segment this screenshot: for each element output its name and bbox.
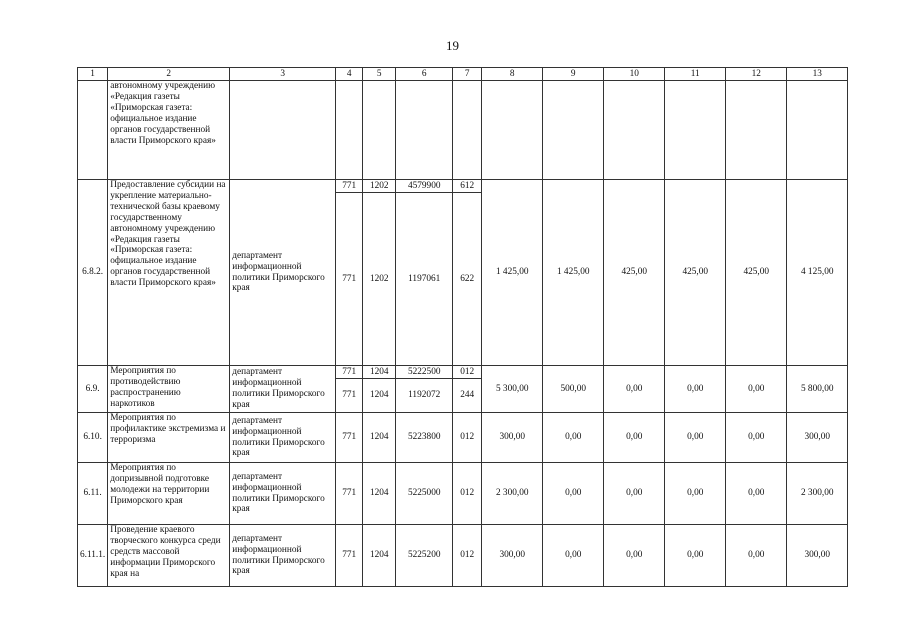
cell-col5: 1204 (363, 525, 396, 587)
cell-col9: 0,00 (543, 525, 604, 587)
table-row (78, 366, 848, 379)
row-number: 6.8.2. (78, 180, 108, 366)
row-organization: департамент информационной политики Приморского края (230, 463, 336, 525)
cell-col11: 0,00 (665, 413, 726, 463)
cell-col13: 5 800,00 (787, 366, 848, 413)
table-row (78, 525, 848, 587)
header-cell: 1 (78, 68, 108, 81)
cell-col9: 0,00 (543, 463, 604, 525)
cell-col10: 0,00 (604, 413, 665, 463)
cell-empty (665, 81, 726, 180)
cell-col13: 300,00 (787, 525, 848, 587)
cell-col9: 500,00 (543, 366, 604, 413)
cell-col7: 012 (453, 525, 482, 587)
row-description: Предоставление субсидии на укрепление материально-технической базы краевому государственному автономному учреждению «Редакция газеты «Приморская газета: официальное издание органов государственной власти Приморского края» (108, 180, 230, 366)
cell-col7: 622 (453, 193, 482, 366)
row-number: 6.10. (78, 413, 108, 463)
cell-col12: 0,00 (726, 413, 787, 463)
row-description: Проведение краевого творческого конкурса среди средств массовой информации Приморского края на (108, 525, 230, 587)
cell-col6: 5222500 (396, 366, 453, 379)
cell-col5: 1204 (363, 366, 396, 379)
cell-col11: 0,00 (665, 463, 726, 525)
header-cell: 12 (726, 68, 787, 81)
header-cell: 8 (482, 68, 543, 81)
row-description: автономному учреждению «Редакция газеты «Приморская газета: официальное издание органов государственной власти Приморского края» (108, 81, 230, 180)
cell-col12: 0,00 (726, 366, 787, 413)
cell-col12: 0,00 (726, 525, 787, 587)
cell-col13: 4 125,00 (787, 180, 848, 366)
cell-col12: 425,00 (726, 180, 787, 366)
cell-col10: 425,00 (604, 180, 665, 366)
cell-empty (363, 81, 396, 180)
cell-col5: 1202 (363, 193, 396, 366)
cell-col11: 0,00 (665, 525, 726, 587)
budget-table (77, 67, 848, 587)
cell-col8: 5 300,00 (482, 366, 543, 413)
cell-col8: 1 425,00 (482, 180, 543, 366)
cell-col4: 771 (336, 413, 363, 463)
cell-col6: 1192072 (396, 379, 453, 413)
cell-col6: 5225000 (396, 463, 453, 525)
cell-col9: 0,00 (543, 413, 604, 463)
cell-col6: 5223800 (396, 413, 453, 463)
row-organization: департамент информационной политики Приморского края (230, 525, 336, 587)
row-number: 6.9. (78, 366, 108, 413)
cell-col13: 2 300,00 (787, 463, 848, 525)
row-number (78, 81, 108, 180)
cell-col7: 612 (453, 180, 482, 193)
cell-col7: 012 (453, 366, 482, 379)
cell-empty (336, 81, 363, 180)
header-row (78, 68, 848, 81)
cell-col8: 300,00 (482, 413, 543, 463)
cell-empty (543, 81, 604, 180)
row-organization (230, 81, 336, 180)
header-cell: 13 (787, 68, 848, 81)
table-row (78, 180, 848, 193)
header-cell: 4 (336, 68, 363, 81)
cell-col5: 1202 (363, 180, 396, 193)
cell-col10: 0,00 (604, 525, 665, 587)
cell-col13: 300,00 (787, 413, 848, 463)
cell-col9: 1 425,00 (543, 180, 604, 366)
row-organization: департамент информационной политики Приморского края (230, 180, 336, 366)
cell-col10: 0,00 (604, 366, 665, 413)
cell-col11: 0,00 (665, 366, 726, 413)
cell-col4: 771 (336, 379, 363, 413)
cell-empty (396, 81, 453, 180)
header-cell: 6 (396, 68, 453, 81)
header-cell: 10 (604, 68, 665, 81)
page-number: 19 (446, 38, 459, 53)
cell-col7: 012 (453, 463, 482, 525)
cell-col4: 771 (336, 366, 363, 379)
cell-col12: 0,00 (726, 463, 787, 525)
cell-col5: 1204 (363, 463, 396, 525)
cell-col6: 1197061 (396, 193, 453, 366)
cell-col7: 244 (453, 379, 482, 413)
table-row (78, 81, 848, 180)
cell-col10: 0,00 (604, 463, 665, 525)
cell-col4: 771 (336, 525, 363, 587)
table-row (78, 463, 848, 525)
row-organization: департамент информационной политики Приморского края (230, 366, 336, 413)
cell-empty (482, 81, 543, 180)
row-description: Мероприятия по допризывной подготовке молодежи на территории Приморского края (108, 463, 230, 525)
header-cell: 5 (363, 68, 396, 81)
cell-col5: 1204 (363, 413, 396, 463)
cell-col4: 771 (336, 180, 363, 193)
header-cell: 11 (665, 68, 726, 81)
cell-empty (726, 81, 787, 180)
cell-col11: 425,00 (665, 180, 726, 366)
cell-col8: 2 300,00 (482, 463, 543, 525)
header-cell: 9 (543, 68, 604, 81)
row-description: Мероприятия по профилактике экстремизма и терроризма (108, 413, 230, 463)
cell-col4: 771 (336, 193, 363, 366)
cell-col6: 5225200 (396, 525, 453, 587)
row-description: Мероприятия по противодействию распространению наркотиков (108, 366, 230, 413)
cell-col6: 4579900 (396, 180, 453, 193)
header-cell: 2 (108, 68, 230, 81)
cell-col7: 012 (453, 413, 482, 463)
cell-col4: 771 (336, 463, 363, 525)
cell-col5: 1204 (363, 379, 396, 413)
cell-empty (604, 81, 665, 180)
header-cell: 7 (453, 68, 482, 81)
row-number: 6.11. (78, 463, 108, 525)
table-row (78, 413, 848, 463)
row-organization: департамент информационной политики Приморского края (230, 413, 336, 463)
row-number: 6.11.1. (78, 525, 108, 587)
cell-empty (787, 81, 848, 180)
cell-col8: 300,00 (482, 525, 543, 587)
cell-empty (453, 81, 482, 180)
header-cell: 3 (230, 68, 336, 81)
